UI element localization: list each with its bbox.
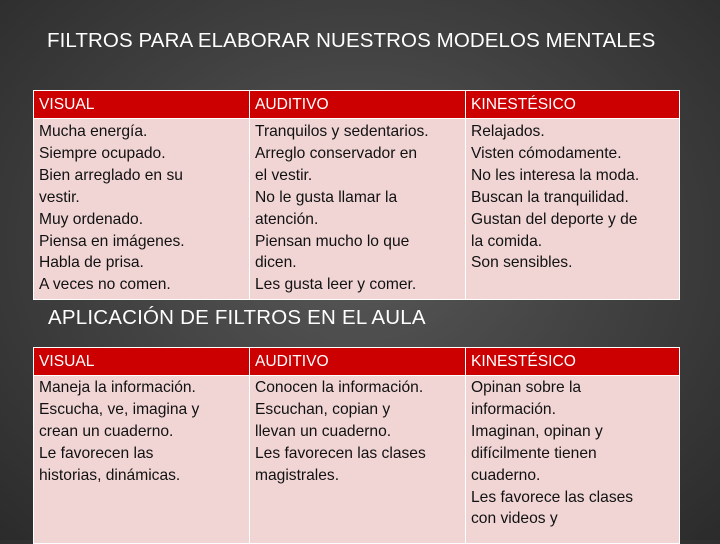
cell-line: Muy ordenado.: [39, 210, 144, 228]
cell-line: Maneja la información.: [39, 379, 196, 396]
cell-line: Buscan la tranquilidad.: [471, 188, 629, 206]
cell-line: Habla de prisa.: [39, 254, 144, 272]
cell-line: Les favorece las clases: [471, 488, 634, 506]
cell-line: el vestir.: [255, 166, 313, 184]
cell-line: magistrales.: [255, 466, 340, 484]
cell-line: No le gusta llamar la: [255, 188, 398, 206]
cell-line: Relajados.: [471, 123, 545, 140]
cell-line: Les favorecen las clases: [255, 444, 426, 462]
cell-line: No les interesa la moda.: [471, 166, 640, 184]
section-title: APLICACIÓN DE FILTROS EN EL AULA: [48, 306, 426, 329]
filters-table: [33, 90, 680, 300]
classroom-table: [33, 347, 680, 544]
cell-line: Escuchan, copian y: [255, 400, 391, 418]
cell-line: Siempre ocupado.: [39, 144, 166, 162]
cell-line: Bien arreglado en su: [39, 166, 183, 184]
header-auditivo: AUDITIVO: [250, 348, 466, 376]
cell-line: Gustan del deporte y de: [471, 210, 638, 228]
cell-kinestesico: [466, 119, 680, 300]
cell-line: atención.: [255, 210, 319, 228]
cell-auditivo: [250, 119, 466, 300]
cell-kinestesico: [466, 376, 680, 544]
table-row: [34, 119, 680, 300]
cell-visual: [34, 376, 250, 544]
cell-line: Le favorecen las: [39, 444, 154, 462]
cell-line: información.: [471, 400, 556, 418]
cell-line: Arreglo conservador en: [255, 144, 418, 162]
cell-line: llevan un cuaderno.: [255, 422, 392, 440]
cell-line: con videos y: [471, 510, 558, 528]
table-row: [34, 376, 680, 544]
header-kinestesico: KINESTÉSICO: [466, 348, 680, 376]
cell-line: historias, dinámicas.: [39, 466, 181, 484]
cell-line: Opinan sobre la: [471, 379, 582, 396]
cell-line: Escucha, ve, imagina y: [39, 400, 200, 418]
cell-line: la comida.: [471, 232, 543, 250]
cell-line: Piensan mucho lo que: [255, 232, 410, 250]
cell-line: vestir.: [39, 188, 80, 206]
table-header-row: [34, 91, 680, 119]
header-auditivo: AUDITIVO: [250, 91, 466, 119]
cell-visual: [34, 119, 250, 300]
cell-line: difícilmente tienen: [471, 444, 597, 462]
header-visual: VISUAL: [34, 91, 250, 119]
cell-line: crean un cuaderno.: [39, 422, 174, 440]
cell-line: A veces no comen.: [39, 276, 171, 294]
table-header-row: [34, 348, 680, 376]
page-title: FILTROS PARA ELABORAR NUESTROS MODELOS MENTALES: [47, 29, 656, 52]
cell-line: Piensa en imágenes.: [39, 232, 185, 250]
cell-line: cuaderno.: [471, 466, 541, 484]
header-kinestesico: KINESTÉSICO: [466, 91, 680, 119]
cell-line: Visten cómodamente.: [471, 144, 622, 162]
cell-auditivo: [250, 376, 466, 544]
cell-line: Conocen la información.: [255, 379, 424, 396]
cell-line: Tranquilos y sedentarios.: [255, 123, 429, 140]
cell-line: Les gusta leer y comer.: [255, 276, 417, 294]
cell-line: Mucha energía.: [39, 123, 148, 140]
cell-line: Imaginan, opinan y: [471, 422, 603, 440]
header-visual: VISUAL: [34, 348, 250, 376]
cell-line: Son sensibles.: [471, 254, 573, 272]
cell-line: dicen.: [255, 254, 297, 272]
